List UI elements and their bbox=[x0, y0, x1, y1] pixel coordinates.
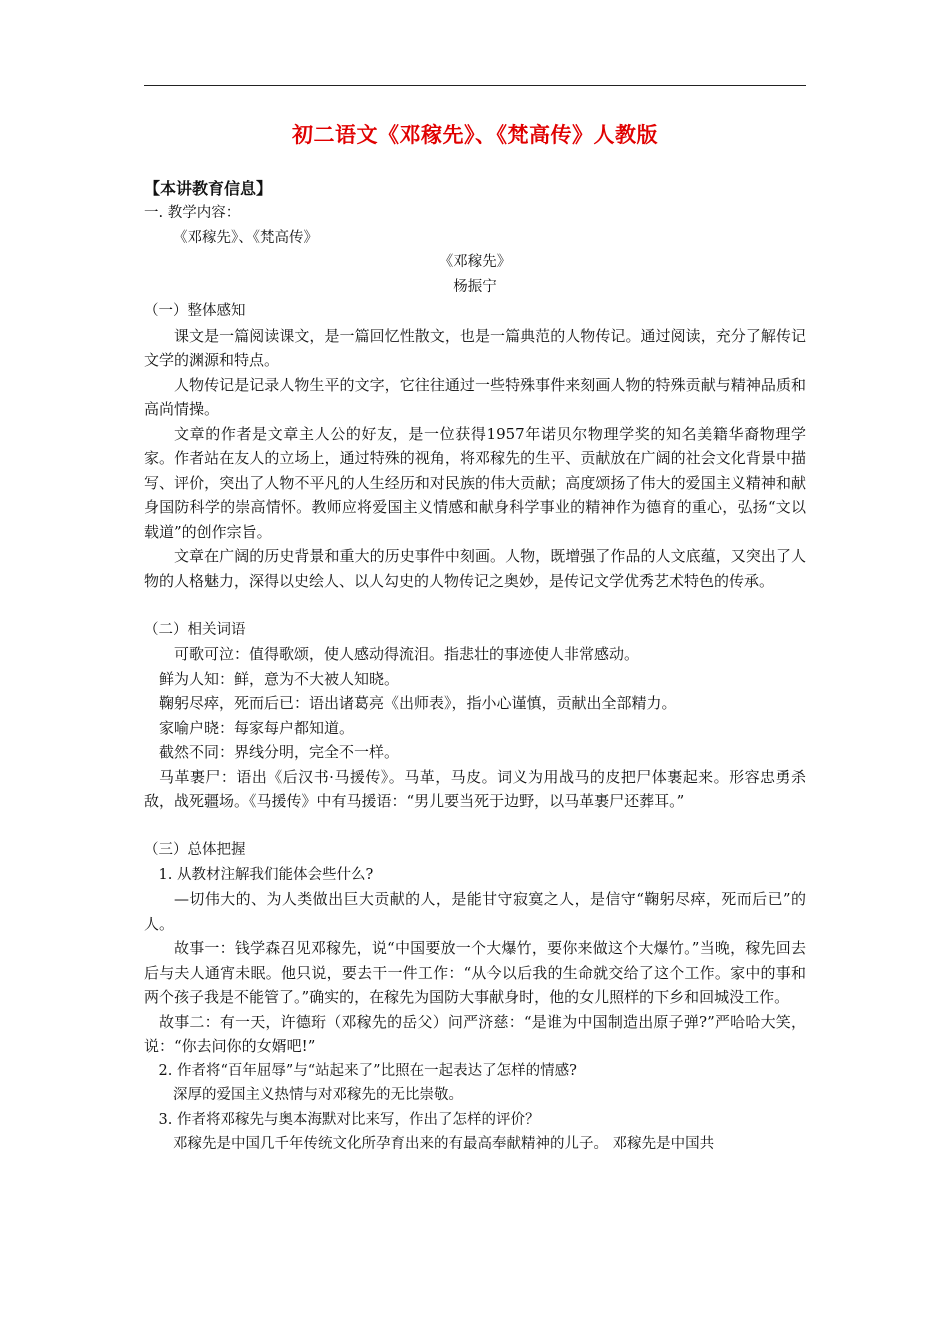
vocab-item: 鞠躬尽瘁，死而后已：语出诸葛亮《出师表》，指小心谨慎，贡献出全部精力。 bbox=[159, 694, 677, 712]
answer-3: 邓稼先是中国几千年传统文化所孕育出来的有最高奉献精神的儿子。 邓稼先是中国共 bbox=[173, 1136, 715, 1152]
document-body bbox=[144, 120, 806, 1157]
vocab-item: 马革裹尸：语出《后汉书·马援传》。马革，马皮。词义为用战马的皮把尸体裹起来。形容忠勇杀敌，战死疆场。《马援传》中有马援语：“男儿要当死于边野，以马革裹尸还葬耳。” bbox=[144, 767, 806, 810]
question-1: 1. 从教材注解我们能体会些什么? bbox=[158, 866, 374, 883]
header-rule bbox=[144, 85, 806, 86]
vocab-item: 可歌可泣：值得歌颂，使人感动得流泪。指悲壮的事迹使人非常感动。 bbox=[174, 645, 640, 663]
info-heading: 【本讲教育信息】 bbox=[144, 179, 273, 198]
vocab-item: 家喻户晓：每家每户都知道。 bbox=[159, 718, 355, 737]
section-1-paragraph: 课文是一篇阅读课文，是一篇回忆性散文，也是一篇典范的人物传记。通过阅读，充分了解传记文学的渊源和特点。 bbox=[144, 326, 806, 369]
teach-content-label: 一. 教学内容： bbox=[144, 205, 241, 221]
spacer bbox=[144, 814, 806, 839]
article-title: 《邓稼先》 bbox=[438, 254, 512, 270]
vocab-item: 截然不同：界线分明，完全不一样。 bbox=[159, 743, 400, 761]
section-2-heading: （二）相关词语 bbox=[144, 621, 246, 638]
story-1: 故事一：钱学森召见邓稼先，说“中国要放一个大爆竹，要你来做这个大爆竹。”当晚，稼先回去后与夫人通宵未眠。他只说，要去干一件工作：“从今以后我的生命就交给了这个工作。家中的事和两个孩子我是不能管了。”确实的，在稼先为国防大事献身时，他的女儿照样的下乡和回城没工作。 bbox=[144, 939, 806, 1006]
section-1-paragraph: 文章在广阔的历史背景和重大的历史事件中刻画。人物，既增强了作品的人文底蕴，又突出了人物的人格魅力，深得以史绘人、以人勾史的人物传记之奥妙，是传记文学优秀艺术特色的传承。 bbox=[144, 547, 806, 590]
section-1-heading: （一）整体感知 bbox=[144, 303, 246, 319]
spacer bbox=[144, 593, 806, 618]
answer-1: —切伟大的、为人类做出巨大贡献的人，是能甘守寂寞之人，是信守“鞠躬尽瘁，死而后已”的人。 bbox=[144, 890, 806, 933]
article-author: 杨振宁 bbox=[453, 278, 497, 295]
section-1-paragraph: 文章的作者是文章主人公的好友，是一位获得1957年诺贝尔物理学奖的知名美籍华裔物理学家。作者站在友人的立场上，通过特殊的视角，将邓稼先的生平、贡献放在广阔的社会文化背景中描写、评价，突出了人物不平凡的人生经历和对民族的伟大贡献；高度颂扬了伟大的爱国主义精神和献身国防科学的崇高情怀。教师应将爱国主义情感和献身科学事业的精神作为德育的重心，弘扬“文以载道”的创作宗旨。 bbox=[144, 424, 806, 541]
answer-2: 深厚的爱国主义热情与对邓稼先的无比崇敬。 bbox=[173, 1087, 463, 1103]
section-3-heading: （三）总体把握 bbox=[144, 842, 246, 858]
question-3: 3. 作者将邓稼先与奥本海默对比来写，作出了怎样的评价？ bbox=[158, 1111, 540, 1128]
teach-content-value: 《邓稼先》、《梵高传》 bbox=[173, 229, 318, 246]
question-2: 2. 作者将“百年屈辱”与“站起来了”比照在一起表达了怎样的情感? bbox=[158, 1062, 577, 1079]
section-1-paragraph: 人物传记是记录人物生平的文字，它往往通过一些特殊事件来刻画人物的特殊贡献与精神品质和高尚情操。 bbox=[144, 375, 806, 418]
document-title: 初二语文《邓稼先》、《梵高传》人教版 bbox=[292, 122, 658, 147]
story-2: 故事二：有一天，许德珩（邓稼先的岳父）问严济慈：“是谁为中国制造出原子弹?”严哈哈大笑，说：“你去问你的女婿吧!” bbox=[144, 1012, 806, 1055]
vocab-item: 鲜为人知：鲜，意为不大被人知晓。 bbox=[159, 669, 400, 688]
